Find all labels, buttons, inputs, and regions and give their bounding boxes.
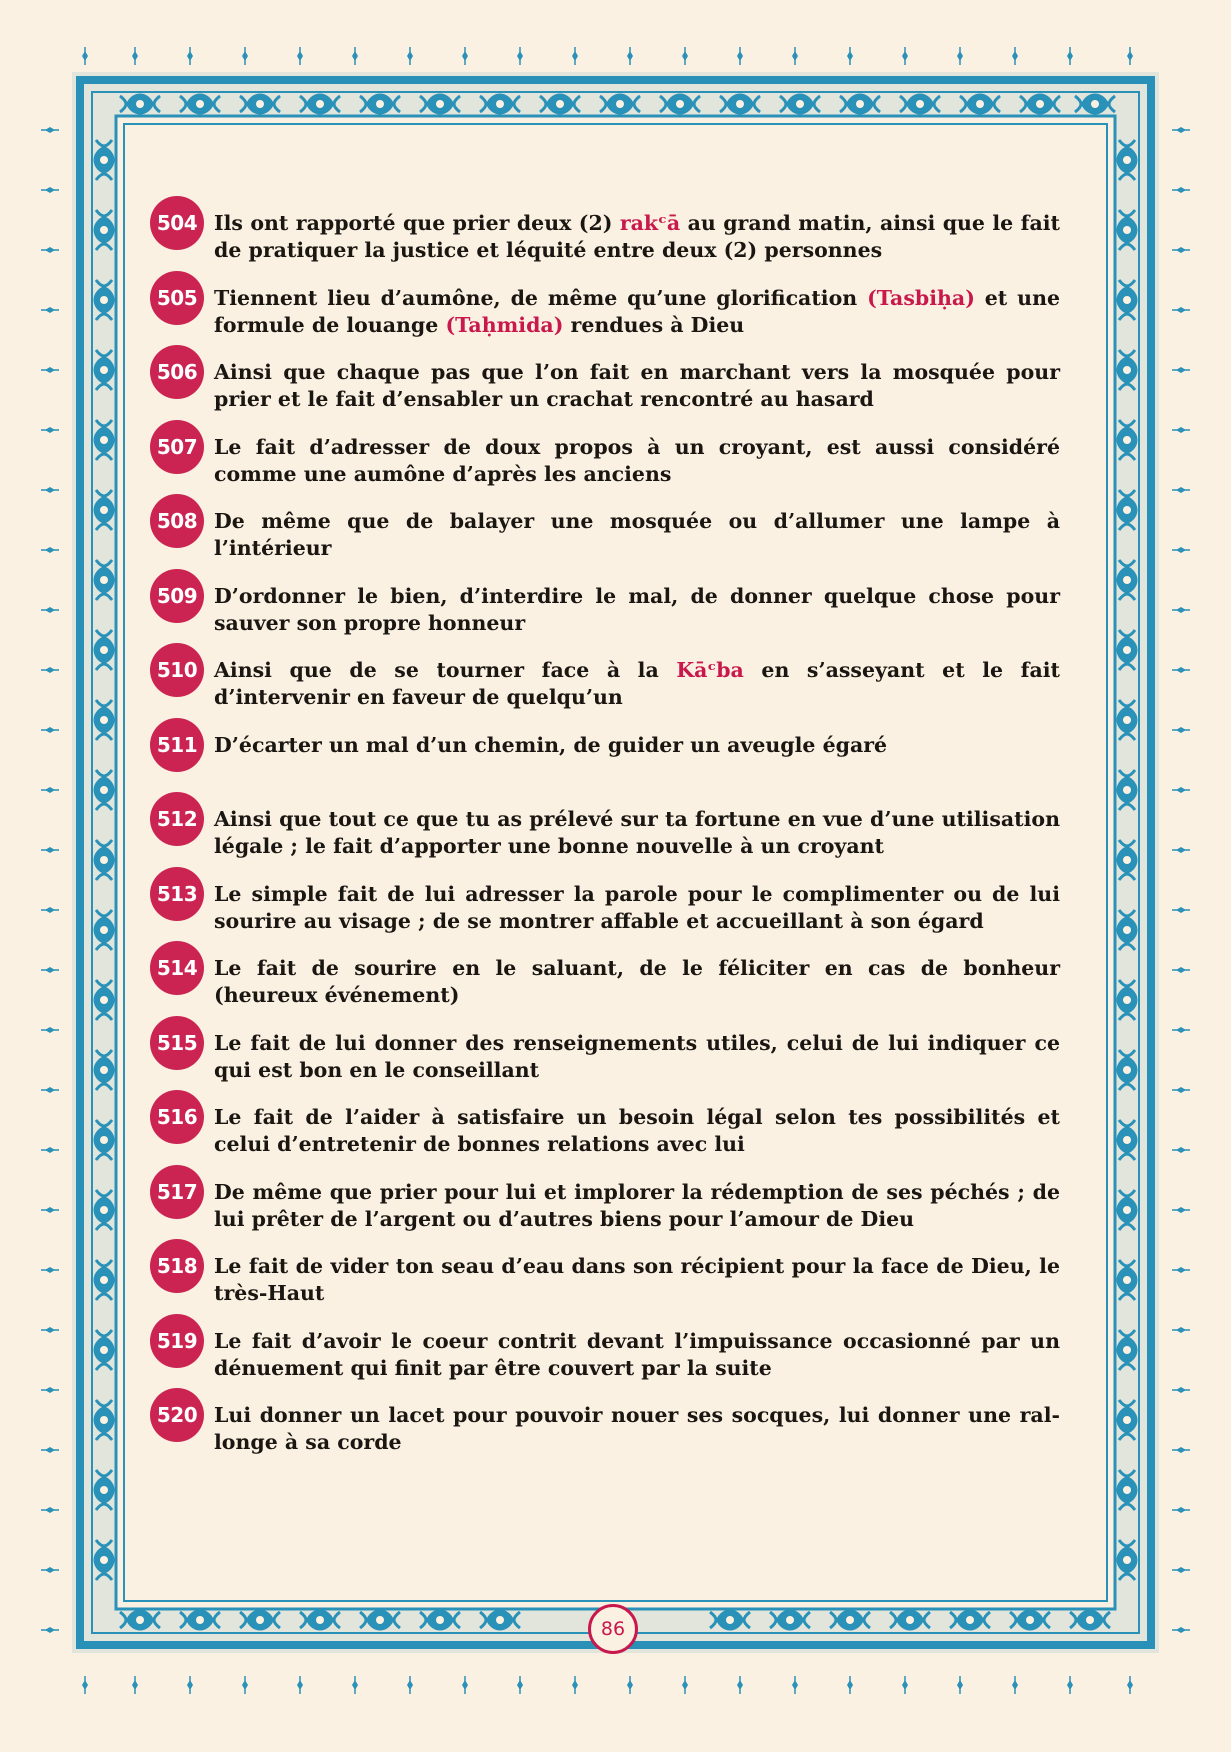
verse-519 [150,1328,1060,1382]
verse-text-segment: Le fait de sourire en le saluant, de le féliciter en cas de bonheur (heureux événement) [214,956,1060,1007]
verse-text [214,508,1060,562]
verse-text-segment: Le fait de vider ton seau d’eau dans son récipient pour la face de Dieu, le très-Haut [214,1254,1060,1305]
verse-518 [150,1253,1060,1307]
verse-number-badge: 512 [150,792,204,846]
verse-text-segment: De même que prier pour lui et implorer la rédemption de ses péchés ; de lui prêter de l’argent ou d’autres biens pour l’amour de Dieu [214,1179,1060,1231]
verse-505 [150,285,1060,339]
verse-516 [150,1104,1060,1158]
verse-number-badge: 505 [150,271,204,325]
verse-text [214,1253,1060,1307]
verse-text [214,955,1060,1009]
verse-text-segment: Le fait de l’aider à satisfaire un besoin légal selon tes possibilités et celui d’entretenir de bonnes relations avec lui [214,1105,1060,1156]
transliterated-term: (Tasbiḥa) [867,285,975,310]
verse-number-badge: 509 [150,569,204,623]
verse-text-segment: D’ordonner le bien, d’interdire le mal, de donner quelque chose pour sauver son propre honneur [214,583,1060,635]
verse-text-segment: Ainsi que tout ce que tu as prélevé sur ta fortune en vue d’une utilisation légale ; le fait d’apporter une bonne nouvelle à un croyant [214,807,1060,858]
verse-text-segment: rendues à Dieu [563,312,745,337]
verse-text [214,806,1060,860]
verse-text [214,881,1060,935]
verse-512 [150,806,1060,860]
verse-number-badge: 514 [150,941,204,995]
verse-number-badge: 510 [150,643,204,697]
verse-text [214,1030,1060,1084]
transliterated-term: rakᶜā [619,211,681,235]
verse-504 [150,210,1060,264]
verse-509 [150,583,1060,637]
verse-text [214,1179,1060,1233]
transliterated-term: (Taḥmida) [445,312,564,337]
verse-number-badge: 520 [150,1388,204,1442]
verse-text-segment: De même que de balayer une mosquée ou d’allumer une lampe à l’intérieur [214,509,1060,560]
verse-number-badge: 515 [150,1016,204,1070]
verse-text [214,1328,1060,1382]
verse-text-segment: et une formule de louange [214,285,1061,337]
verse-508 [150,508,1060,562]
verse-514 [150,955,1060,1009]
verse-507 [150,434,1060,488]
page-number: 86 [588,1604,638,1654]
verse-text-segment: Le simple fait de lui adresser la parole pour le complimenter ou de lui sourire au visage ; de se montrer affable et accueillant à son égard [214,881,1060,933]
verse-text-segment: Le fait d’avoir le coeur contrit devant l’impuissance occasionné par un dénuement qui finit par être couvert par la suite [214,1328,1060,1380]
verse-511 [150,732,1060,759]
verse-text [214,1104,1060,1158]
verse-text-segment: Lui donner un lacet pour pouvoir nouer ses socques, lui donner une ral-longe à sa corde [214,1403,1060,1454]
verse-number-badge: 508 [150,494,204,548]
verse-text-segment: Le fait de lui donner des renseignements utiles, celui de lui indiquer ce qui est bon en le conseillant [214,1030,1060,1082]
verse-520 [150,1402,1060,1456]
verse-517 [150,1179,1060,1233]
verse-text-segment: Ainsi que de se tourner face à la [214,658,677,682]
verse-text [214,583,1060,637]
verse-text [214,359,1060,413]
verse-number-badge: 519 [150,1314,204,1368]
verse-text [214,285,1060,339]
verse-515 [150,1030,1060,1084]
verse-number-badge: 513 [150,867,204,921]
verse-number-badge: 504 [150,196,204,250]
verse-510 [150,657,1060,711]
verse-text [214,657,1060,711]
verse-text-segment: Ainsi que chaque pas que l’on fait en marchant vers la mosquée pour prier et le fait d’ensabler un crachat rencontré au hasard [214,360,1060,411]
verse-text-segment: D’écarter un mal d’un chemin, de guider un aveugle égaré [214,732,888,757]
verse-number-badge: 516 [150,1090,204,1144]
verse-number-badge: 511 [150,718,204,772]
verse-number-badge: 518 [150,1239,204,1293]
verse-text [214,210,1060,264]
verse-506 [150,359,1060,413]
verse-text-segment: Ils ont rapporté que prier deux (2) [214,211,620,235]
verse-number-badge: 506 [150,345,204,399]
verse-text [214,1402,1060,1456]
verse-text-segment: Le fait d’adresser de doux propos à un croyant, est aussi considéré comme une aumône d’après les anciens [214,434,1060,486]
verse-text-segment: Tiennent lieu d’aumône, de même qu’une glorification [214,285,868,310]
transliterated-term: Kāᶜba [676,658,744,682]
verse-text [214,732,1060,759]
verse-513 [150,881,1060,935]
verse-number-badge: 507 [150,420,204,474]
verse-text-segment: au grand matin, ainsi que le fait de pratiquer la justice et léquité entre deux (2) personnes [214,211,1060,262]
verse-text [214,434,1060,488]
verse-text-segment: en s’asseyant et le fait d’intervenir en faveur de quelqu’un [214,658,1060,709]
verse-number-badge: 517 [150,1165,204,1219]
